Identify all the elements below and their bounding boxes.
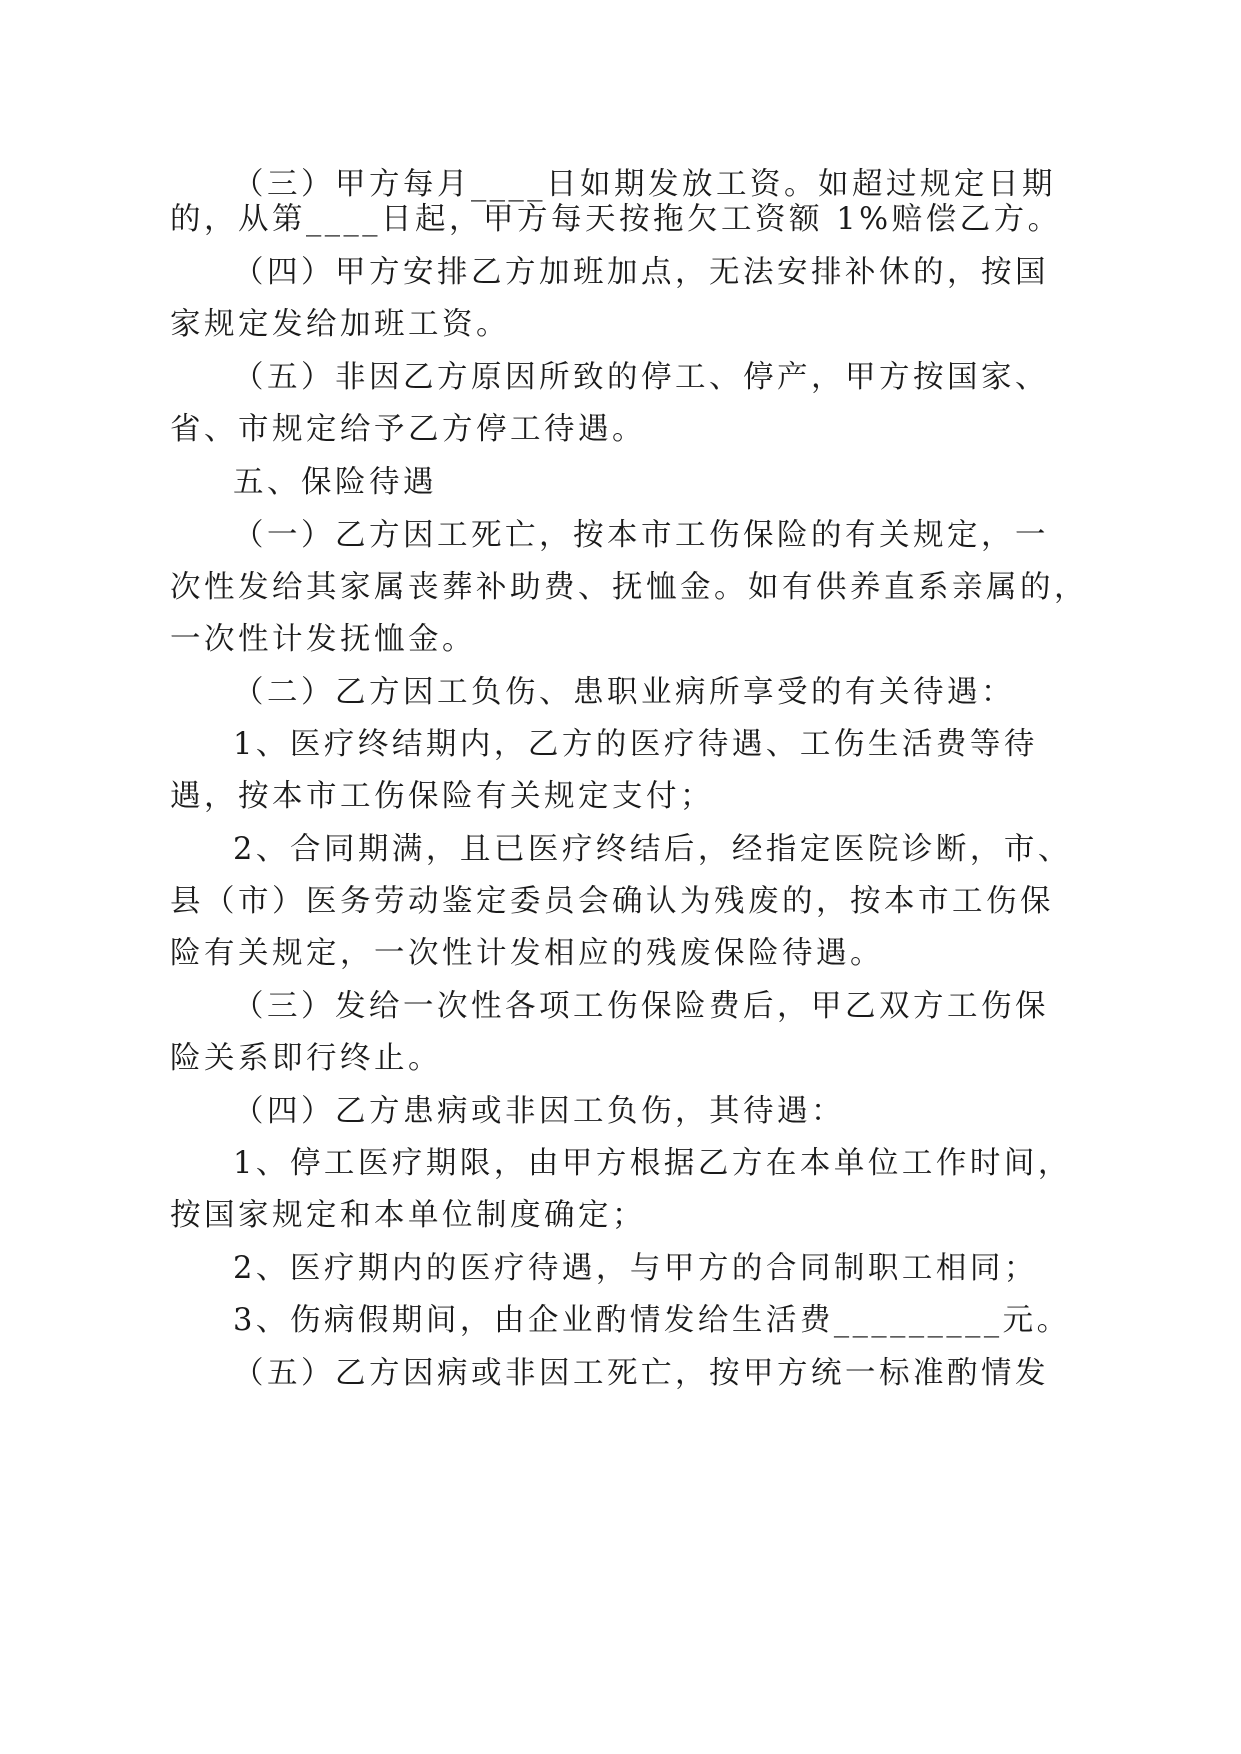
paragraph-5-line-2: 省、市规定给予乙方停工待遇。 (170, 412, 646, 447)
section-heading-insurance: 五、保险待遇 (233, 465, 437, 500)
insurance-item-5-line-1: （五）乙方因病或非因工死亡，按甲方统一标准酌情发 (233, 1356, 1049, 1391)
insurance-item-4-line-1: （四）乙方患病或非因工负伤，其待遇： (233, 1094, 845, 1129)
insurance-item-2-sub-1-line-1: 1、医疗终结期内，乙方的医疗待遇、工伤生活费等待 (233, 727, 1038, 762)
insurance-item-4-sub-1-line-1: 1、停工医疗期限，由甲方根据乙方在本单位工作时间， (233, 1146, 1072, 1181)
insurance-item-4-sub-1-line-2: 按国家规定和本单位制度确定； (170, 1198, 646, 1233)
insurance-item-2-sub-2-line-3: 险有关规定，一次性计发相应的残废保险待遇。 (170, 936, 884, 971)
paragraph-4-line-2: 家规定发给加班工资。 (170, 307, 510, 342)
paragraph-3-line-2: 的，从第____日起，甲方每天按拖欠工资额 1%赔偿乙方。 (170, 202, 1062, 237)
paragraph-4-line-1: （四）甲方安排乙方加班加点，无法安排补休的，按国 (233, 255, 1049, 290)
insurance-item-2-line-1: （二）乙方因工负伤、患职业病所享受的有关待遇： (233, 675, 1015, 710)
insurance-item-1-line-3: 一次性计发抚恤金。 (170, 622, 476, 657)
insurance-item-2-sub-2-line-2: 县（市）医务劳动鉴定委员会确认为残废的，按本市工伤保 (170, 884, 1054, 919)
insurance-item-4-sub-3-line-1: 3、伤病假期间，由企业酌情发给生活费_________元。 (233, 1303, 1071, 1338)
insurance-item-4-sub-2-line-1: 2、医疗期内的医疗待遇，与甲方的合同制职工相同； (233, 1251, 1038, 1286)
insurance-item-3-line-1: （三）发给一次性各项工伤保险费后，甲乙双方工伤保 (233, 989, 1049, 1024)
insurance-item-1-line-1: （一）乙方因工死亡，按本市工伤保险的有关规定，一 (233, 518, 1049, 553)
paragraph-5-line-1: （五）非因乙方原因所致的停工、停产，甲方按国家、 (233, 360, 1049, 395)
insurance-item-2-sub-1-line-2: 遇，按本市工伤保险有关规定支付； (170, 779, 714, 814)
insurance-item-2-sub-2-line-1: 2、合同期满，且已医疗终结后，经指定医院诊断，市、 (233, 832, 1072, 867)
insurance-item-1-line-2: 次性发给其家属丧葬补助费、抚恤金。如有供养直系亲属的， (170, 570, 1088, 605)
insurance-item-3-line-2: 险关系即行终止。 (170, 1041, 442, 1076)
paragraph-3-line-1: （三）甲方每月____日如期发放工资。如超过规定日期 (233, 167, 1056, 202)
